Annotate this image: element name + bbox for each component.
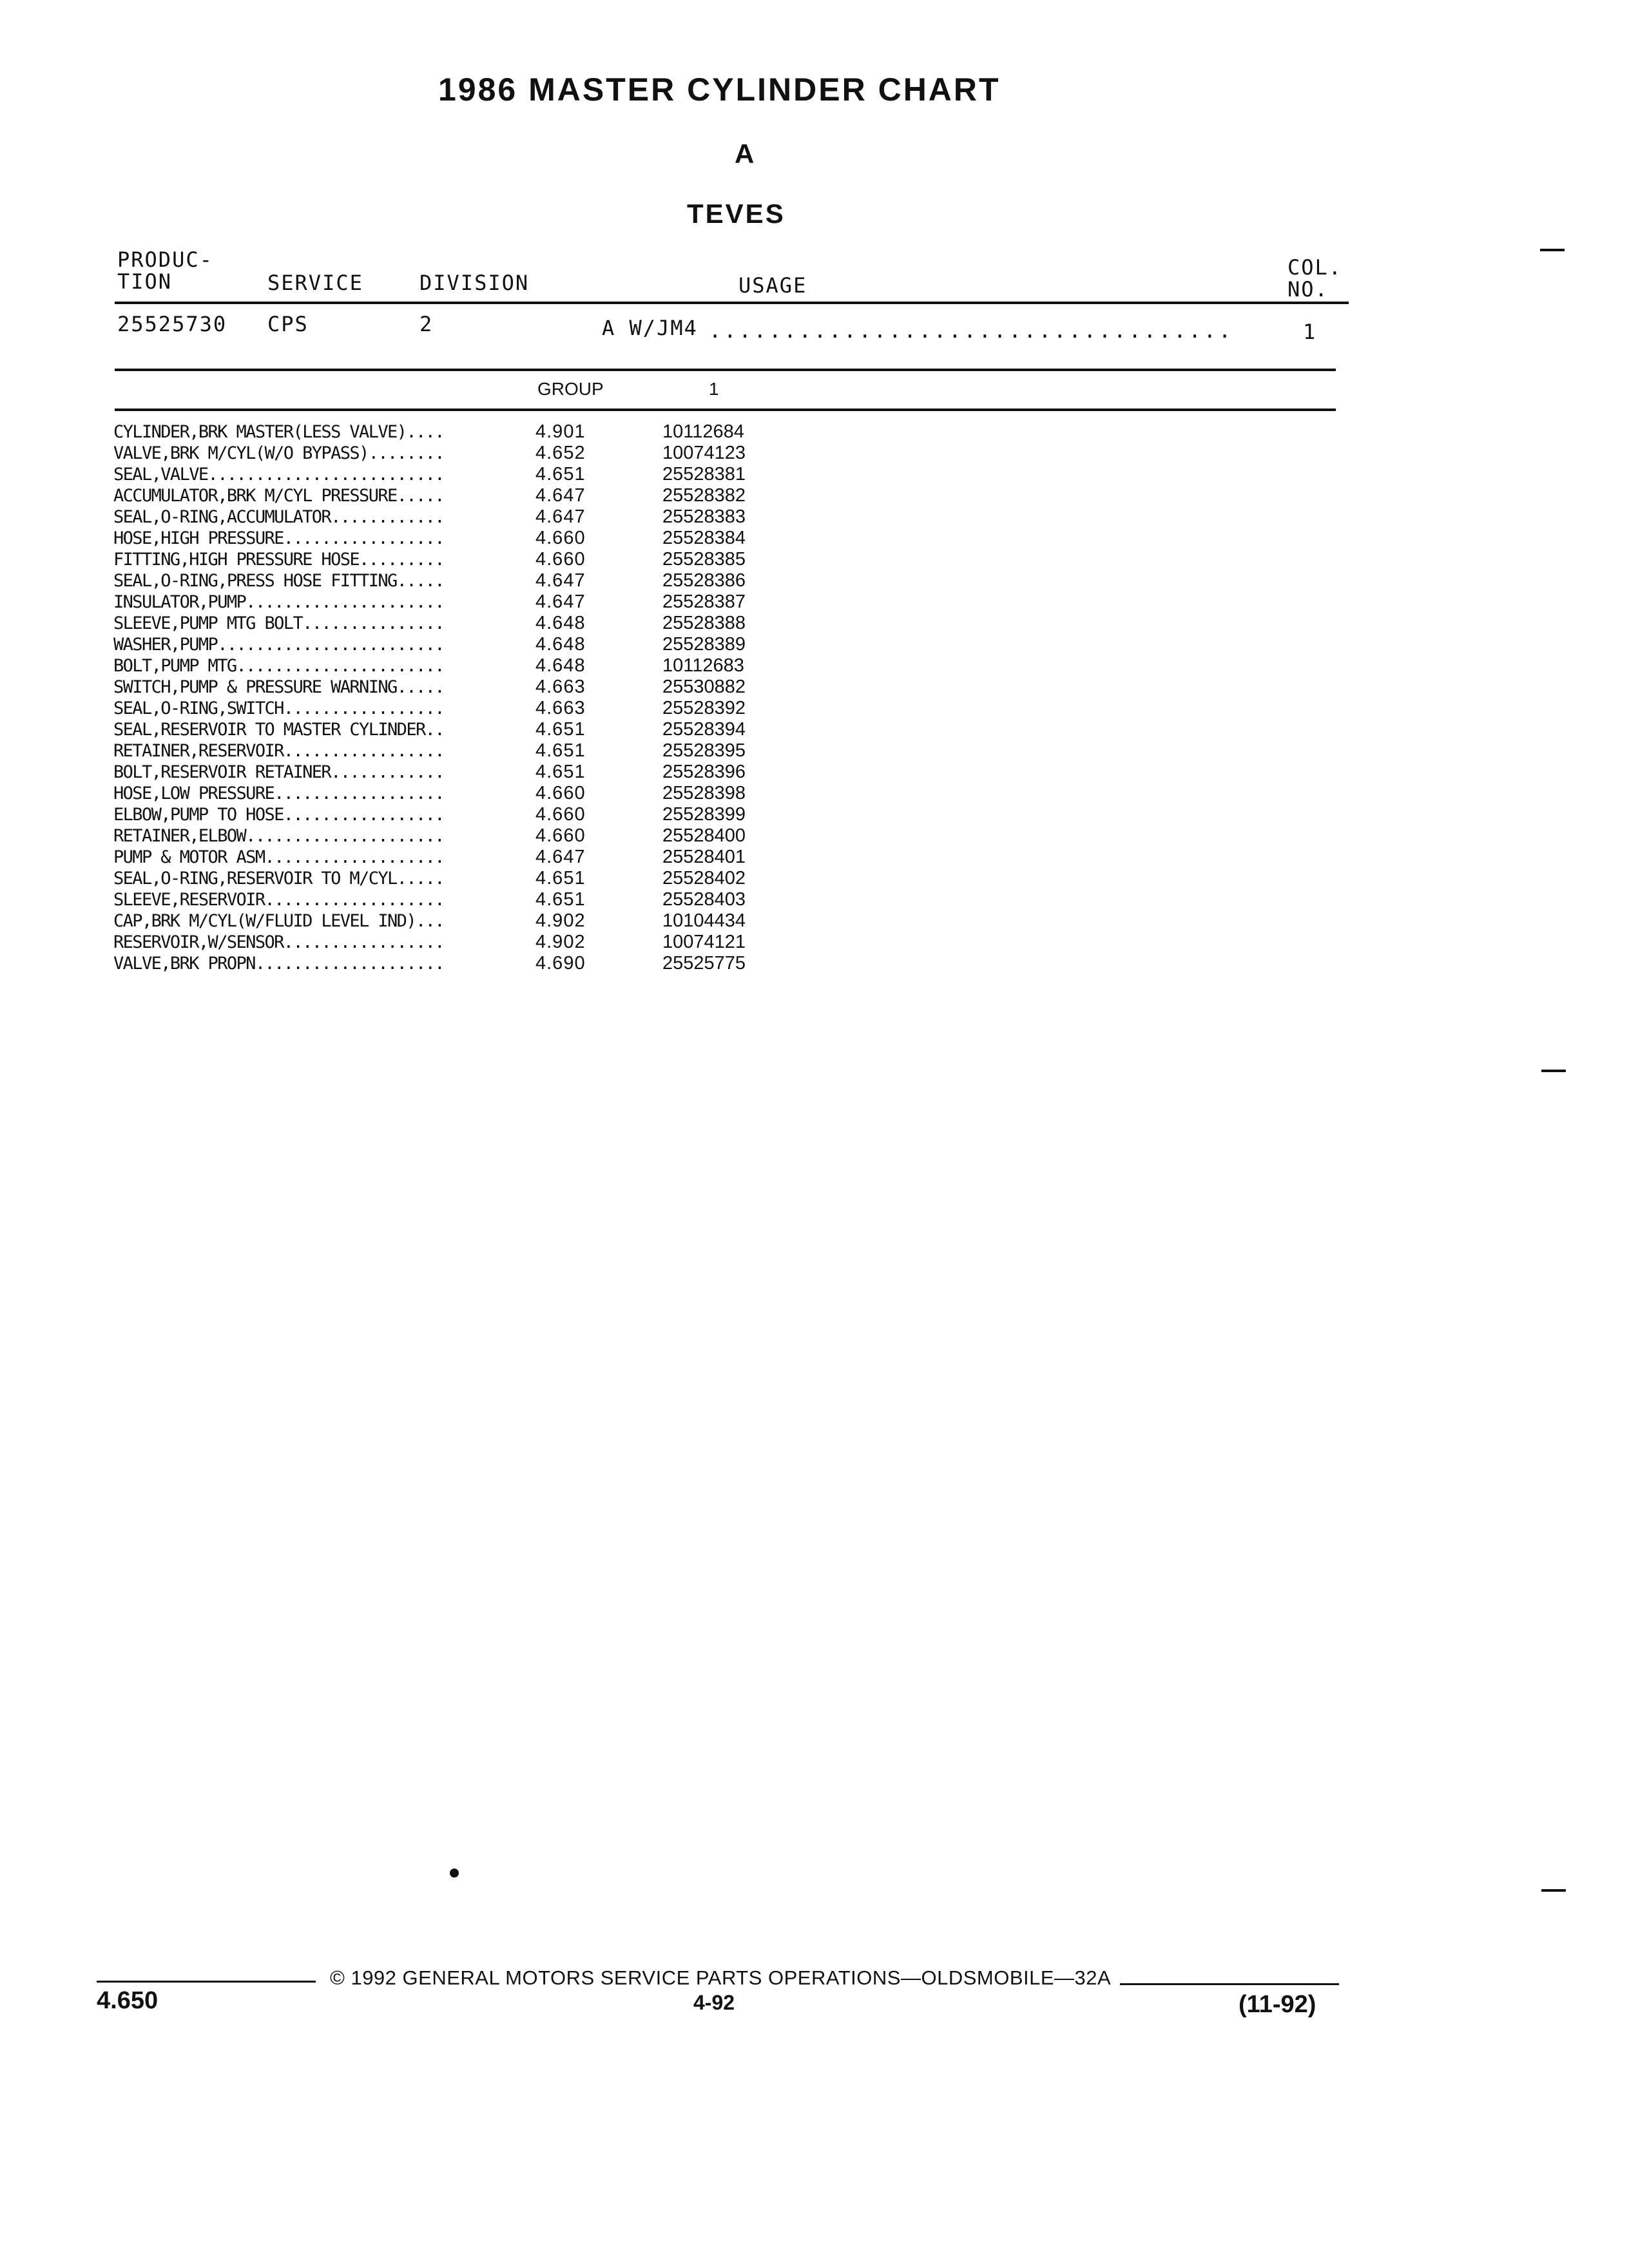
part-description: FITTING,HIGH PRESSURE HOSE......... bbox=[113, 550, 444, 570]
part-description: PUMP & MOTOR ASM................... bbox=[113, 847, 444, 867]
part-number: 25528388 bbox=[662, 613, 746, 633]
part-number: 25528392 bbox=[662, 698, 746, 718]
group-number: 4.647 bbox=[535, 506, 586, 527]
group-number: 4.651 bbox=[535, 719, 586, 740]
part-number: 10074123 bbox=[662, 443, 746, 463]
group-number: 4.690 bbox=[535, 953, 586, 974]
part-number: 25528384 bbox=[662, 528, 746, 548]
group-number: 4.647 bbox=[535, 847, 586, 867]
footer-rule-right bbox=[1120, 1983, 1339, 1985]
part-description: RESERVOIR,W/SENSOR................. bbox=[113, 932, 444, 952]
part-description: BOLT,RESERVOIR RETAINER............ bbox=[113, 762, 444, 782]
part-number: 25525775 bbox=[662, 953, 746, 974]
group-number: 4.663 bbox=[535, 677, 586, 697]
part-description: RETAINER,ELBOW..................... bbox=[113, 826, 444, 846]
part-number: 25528387 bbox=[662, 591, 746, 612]
group-number: 4.902 bbox=[535, 932, 586, 952]
production-header-line2: TION bbox=[117, 269, 173, 294]
part-description: HOSE,LOW PRESSURE.................. bbox=[113, 783, 444, 803]
group-number: 4.660 bbox=[535, 825, 586, 846]
col-header-line1: COL. bbox=[1287, 255, 1343, 280]
group-number: 4.663 bbox=[535, 698, 586, 718]
group-number: 4.648 bbox=[535, 634, 586, 655]
col-header-line2: NO. bbox=[1287, 277, 1329, 302]
part-number: 10112684 bbox=[662, 421, 744, 442]
group-number: 4.652 bbox=[535, 443, 586, 463]
part-number: 25528399 bbox=[662, 804, 746, 825]
group-number: 4.660 bbox=[535, 783, 586, 803]
part-description: SLEEVE,RESERVOIR................... bbox=[113, 890, 444, 910]
group-number: 4.902 bbox=[535, 910, 586, 931]
footer-rule-left bbox=[97, 1981, 316, 1983]
group-number: 4.901 bbox=[535, 421, 586, 442]
part-number: 10112683 bbox=[662, 655, 744, 676]
service-header: SERVICE bbox=[267, 271, 363, 295]
part-description: SWITCH,PUMP & PRESSURE WARNING..... bbox=[113, 677, 444, 697]
part-description: INSULATOR,PUMP..................... bbox=[113, 592, 444, 612]
group-number: 4.648 bbox=[535, 613, 586, 633]
group-column-header: GROUP bbox=[537, 379, 604, 399]
part-number: 25528398 bbox=[662, 783, 746, 803]
part-number: 10104434 bbox=[662, 910, 746, 931]
part-description: ELBOW,PUMP TO HOSE................. bbox=[113, 805, 444, 825]
part-number: 25528400 bbox=[662, 825, 746, 846]
part-number: 10074121 bbox=[662, 932, 746, 952]
application-division: 2 bbox=[419, 312, 434, 336]
footer-copyright: © 1992 GENERAL MOTORS SERVICE PARTS OPERATIONS—OLDSMOBILE—32A bbox=[330, 1966, 1112, 1989]
part-description: CYLINDER,BRK MASTER(LESS VALVE).... bbox=[113, 422, 444, 442]
part-number: 25528381 bbox=[662, 464, 746, 485]
part-description: CAP,BRK M/CYL(W/FLUID LEVEL IND)... bbox=[113, 911, 444, 931]
part-description: BOLT,PUMP MTG...................... bbox=[113, 656, 444, 676]
part-number: 25528396 bbox=[662, 762, 746, 782]
group-number: 4.648 bbox=[535, 655, 586, 676]
part-description: SEAL,RESERVOIR TO MASTER CYLINDER.. bbox=[113, 720, 444, 740]
part-description: WASHER,PUMP........................ bbox=[113, 635, 444, 655]
group-number: 4.647 bbox=[535, 570, 586, 591]
part-number: 25530882 bbox=[662, 677, 746, 697]
group-number: 4.647 bbox=[535, 485, 586, 506]
part-number: 25528394 bbox=[662, 719, 746, 740]
group-number: 4.660 bbox=[535, 549, 586, 570]
part-number: 25528382 bbox=[662, 485, 746, 506]
application-usage-leader: ................................... bbox=[709, 318, 1234, 343]
part-description: SEAL,O-RING,ACCUMULATOR............ bbox=[113, 507, 444, 527]
application-rule bbox=[115, 369, 1336, 371]
usage-header: USAGE bbox=[738, 273, 807, 298]
margin-tick-bottom bbox=[1541, 1889, 1566, 1892]
group-number: 4.647 bbox=[535, 591, 586, 612]
application-col-no: 1 bbox=[1303, 320, 1317, 344]
application-usage: A W/JM4 bbox=[602, 316, 698, 340]
part-description: SEAL,O-RING,SWITCH................. bbox=[113, 698, 444, 718]
header-rule bbox=[115, 302, 1349, 304]
margin-tick-top bbox=[1540, 249, 1565, 251]
section-letter: A bbox=[735, 139, 757, 169]
part-number: 25528401 bbox=[662, 847, 746, 867]
footer-edition: 4-92 bbox=[693, 1991, 735, 2014]
part-number: 25528385 bbox=[662, 549, 746, 570]
part-description: SEAL,O-RING,RESERVOIR TO M/CYL..... bbox=[113, 869, 444, 889]
part-description: SEAL,O-RING,PRESS HOSE FITTING..... bbox=[113, 571, 444, 591]
part-number: 25528402 bbox=[662, 868, 746, 889]
part-description: VALVE,BRK M/CYL(W/O BYPASS)........ bbox=[113, 443, 444, 463]
part-number: 25528386 bbox=[662, 570, 746, 591]
part-description: RETAINER,RESERVOIR................. bbox=[113, 741, 444, 761]
group-number: 4.651 bbox=[535, 889, 586, 910]
division-header: DIVISION bbox=[419, 271, 530, 295]
column-number-header: 1 bbox=[709, 379, 719, 399]
group-number: 4.651 bbox=[535, 464, 586, 485]
part-number: 25528395 bbox=[662, 740, 746, 761]
part-number: 25528403 bbox=[662, 889, 746, 910]
group-number: 4.660 bbox=[535, 528, 586, 548]
table-header-rule bbox=[115, 408, 1336, 411]
part-number: 25528383 bbox=[662, 506, 746, 527]
part-description: HOSE,HIGH PRESSURE................. bbox=[113, 528, 444, 548]
production-header-line1: PRODUC- bbox=[117, 247, 213, 272]
group-number: 4.660 bbox=[535, 804, 586, 825]
page-title: 1986 MASTER CYLINDER CHART bbox=[438, 72, 1001, 108]
part-description: SEAL,VALVE......................... bbox=[113, 465, 444, 485]
part-number: 25528389 bbox=[662, 634, 746, 655]
manufacturer-name: TEVES bbox=[687, 198, 786, 229]
application-production: 25525730 bbox=[117, 312, 227, 336]
group-number: 4.651 bbox=[535, 740, 586, 761]
footer-revision: (11-92) bbox=[1239, 1991, 1316, 2018]
application-service: CPS bbox=[267, 312, 309, 336]
group-number: 4.651 bbox=[535, 762, 586, 782]
part-description: SLEEVE,PUMP MTG BOLT............... bbox=[113, 613, 444, 633]
scan-speck bbox=[450, 1869, 459, 1878]
part-description: ACCUMULATOR,BRK M/CYL PRESSURE..... bbox=[113, 486, 444, 506]
part-description: VALVE,BRK PROPN.................... bbox=[113, 954, 444, 974]
group-number: 4.651 bbox=[535, 868, 586, 889]
margin-tick-middle bbox=[1541, 1070, 1566, 1072]
footer-page-number: 4.650 bbox=[97, 1987, 159, 2014]
